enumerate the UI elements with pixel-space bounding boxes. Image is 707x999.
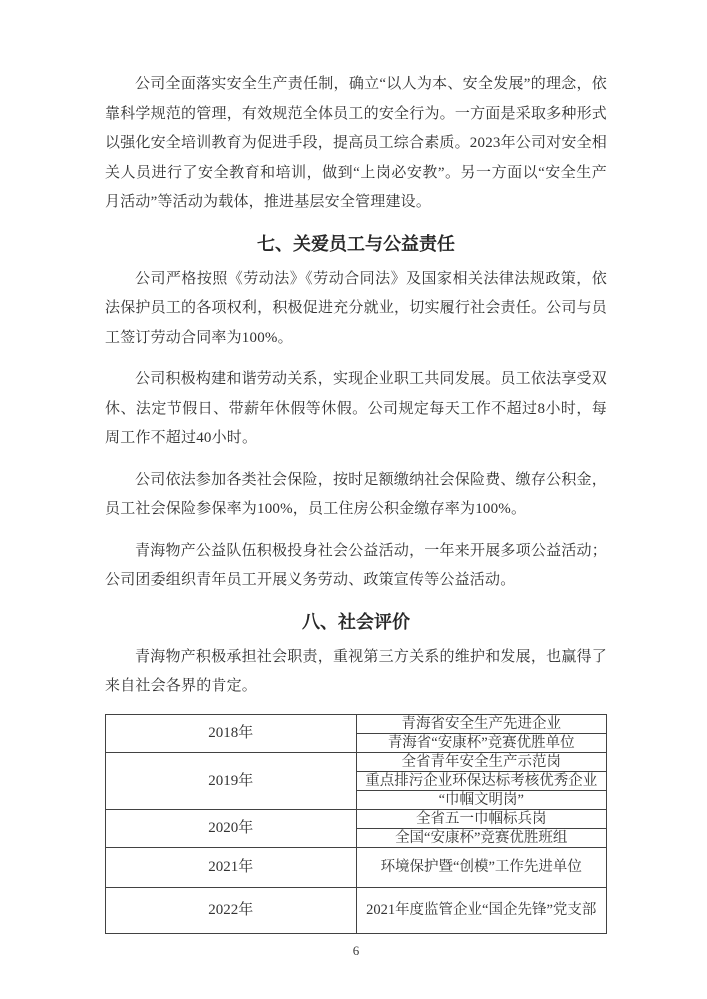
award-cell: 青海省“安康杯”竞赛优胜单位 bbox=[356, 733, 607, 752]
awards-table bbox=[105, 714, 607, 934]
award-cell: 环境保护暨“创模”工作先进单位 bbox=[356, 847, 607, 887]
table-row bbox=[106, 887, 607, 933]
paragraph-public-welfare: 青海物产公益队伍积极投身社会公益活动，一年来开展多项公益活动；公司团委组织青年员工开展义务劳动、政策宣传等公益活动。 bbox=[105, 542, 607, 588]
award-cell: 全省五一巾帼标兵岗 bbox=[356, 809, 607, 828]
paragraph-social-insurance: 公司依法参加各类社会保险，按时足额缴纳社会保险费、缴存公积金，员工社会保险参保率为100%，员工住房公积金缴存率为100%。 bbox=[105, 471, 607, 517]
table-row bbox=[106, 809, 607, 828]
award-cell: “巾帼文明岗” bbox=[356, 790, 607, 809]
paragraph-social-evaluation: 青海物产积极承担社会职责，重视第三方关系的维护和发展，也赢得了来自社会各界的肯定。 bbox=[105, 648, 607, 694]
paragraph-work-hours: 公司积极构建和谐劳动关系，实现企业职工共同发展。员工依法享受双休、法定节假日、带薪年休假等休假。公司规定每天工作不超过8小时，每周工作不超过40小时。 bbox=[105, 371, 607, 446]
paragraph-safety-responsibility: 公司全面落实安全生产责任制，确立“以人为本、安全发展”的理念，依靠科学规范的管理，有效规范全体员工的安全行为。一方面是采取多种形式以强化安全培训教育为促进手段，提高员工综合素质。2023年公司对安全相关人员进行了安全教育和培训，做到“上岗必安教”。另一方面以“安全生产月活动”等活动为载体，推进基层安全管理建设。 bbox=[105, 76, 608, 210]
year-cell-2019: 2019年 bbox=[106, 752, 357, 809]
award-cell: 全省青年安全生产示范岗 bbox=[356, 752, 607, 771]
table-row bbox=[106, 752, 607, 771]
award-cell: 重点排污企业环保达标考核优秀企业 bbox=[356, 771, 607, 790]
table-row bbox=[106, 714, 607, 733]
year-cell-2018: 2018年 bbox=[106, 714, 357, 752]
year-cell-2021: 2021年 bbox=[106, 847, 357, 887]
award-cell: 青海省安全生产先进企业 bbox=[356, 714, 607, 733]
page-number: 6 bbox=[352, 942, 360, 958]
year-cell-2022: 2022年 bbox=[106, 887, 357, 933]
award-cell: 全国“安康杯”竞赛优胜班组 bbox=[356, 828, 607, 847]
section-8-heading: 八、社会评价 bbox=[302, 611, 410, 632]
table-row bbox=[106, 847, 607, 887]
paragraph-labor-law: 公司严格按照《劳动法》《劳动合同法》及国家相关法律法规政策，依法保护员工的各项权利，积极促进充分就业，切实履行社会责任。公司与员工签订劳动合同率为100%。 bbox=[105, 270, 607, 346]
year-cell-2020: 2020年 bbox=[106, 809, 357, 847]
section-7-heading: 七、关爱员工与公益责任 bbox=[257, 233, 455, 254]
award-cell: 2021年度监管企业“国企先锋”党支部 bbox=[356, 887, 607, 933]
